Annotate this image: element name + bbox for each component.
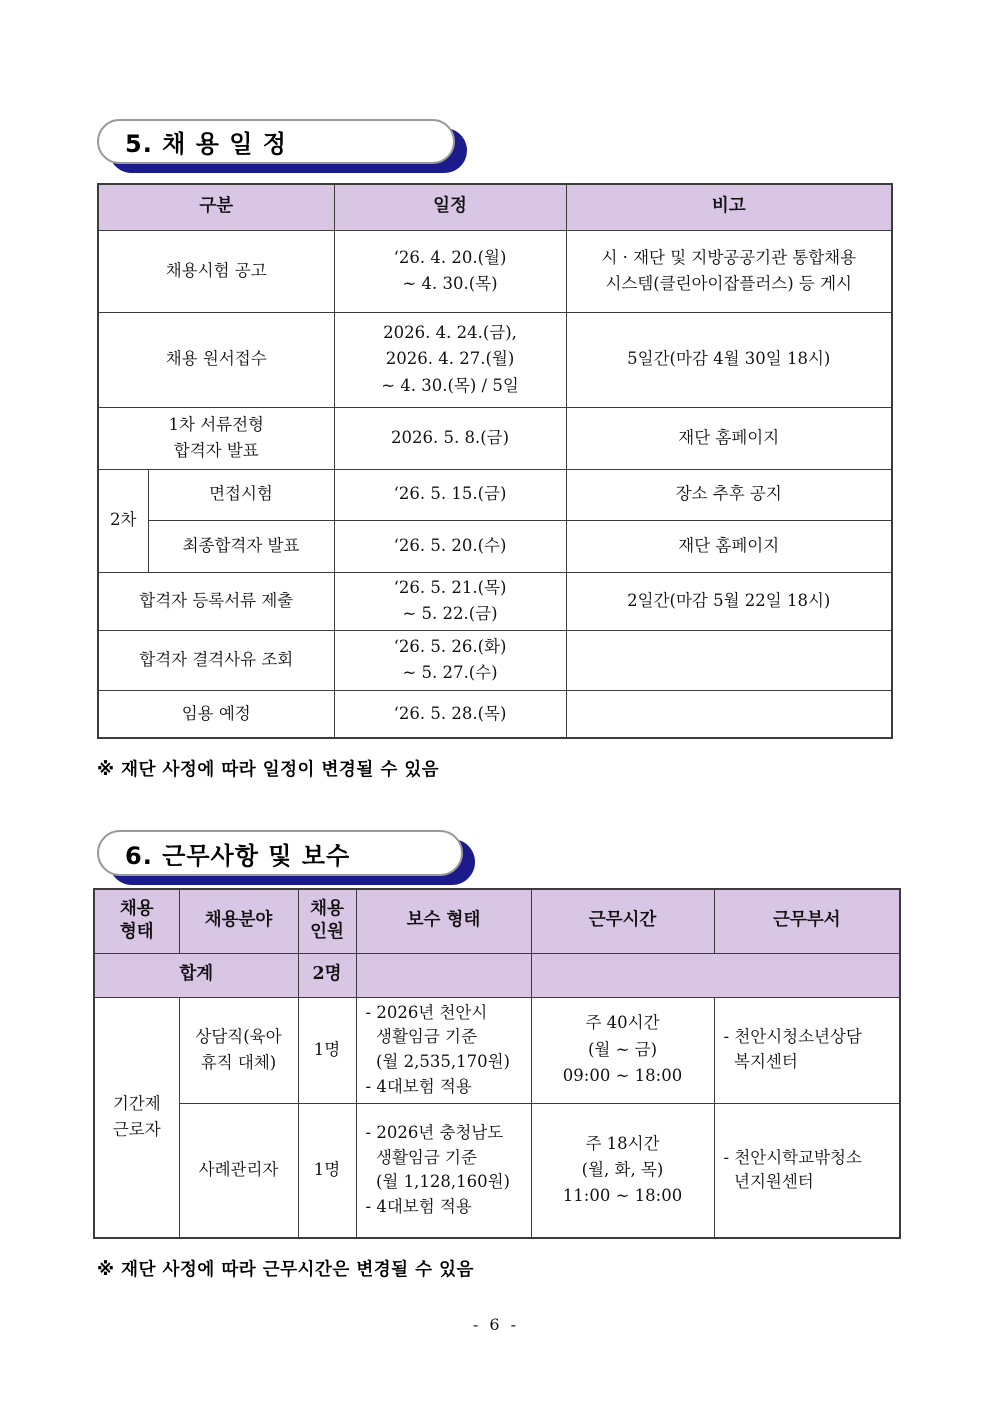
comp-hours-cell: 주 18시간 (월, 화, 목) 11:00 ~ 18:00 xyxy=(531,1103,714,1238)
comp-row-case-manager xyxy=(94,1103,900,1238)
comp-header-hours: 근무시간 xyxy=(531,889,714,953)
schedule-row-disqualification-check xyxy=(98,630,892,690)
comp-pay-cell: - 2026년 충청남도 생활임금 기준 (월 1,128,160원) - 4대보험 적용 xyxy=(356,1103,531,1238)
comp-field-cell: 사례관리자 xyxy=(179,1103,298,1238)
schedule-row-note: 재단 홈페이지 xyxy=(566,520,892,572)
schedule-row-interview xyxy=(98,469,892,520)
page-number: - 6 - xyxy=(472,1315,520,1334)
schedule-row-registration xyxy=(98,572,892,630)
schedule-row-label: 임용 예정 xyxy=(98,690,334,738)
comp-summary-label: 합계 xyxy=(94,953,298,997)
comp-count-cell: 1명 xyxy=(298,997,356,1103)
comp-header-pay: 보수 형태 xyxy=(356,889,531,953)
schedule-row-first-screening xyxy=(98,407,892,469)
comp-summary-count: 2명 xyxy=(298,953,356,997)
section6-header xyxy=(97,830,463,876)
schedule-header-iljung: 일정 xyxy=(334,184,566,230)
schedule-row-note xyxy=(566,630,892,690)
comp-pay-cell: - 2026년 천안시 생활임금 기준 (월 2,535,170원) - 4대보험 적용 xyxy=(356,997,531,1103)
schedule-row-note: 재단 홈페이지 xyxy=(566,407,892,469)
section6-title: 6. 근무사항 및 보수 xyxy=(97,830,463,876)
schedule-row-note: 장소 추후 공지 xyxy=(566,469,892,520)
schedule-row-announcement xyxy=(98,230,892,312)
schedule-table xyxy=(97,183,893,739)
schedule-row-note: 시 · 재단 및 지방공공기관 통합채용 시스템(클린아이잡플러스) 등 게시 xyxy=(566,230,892,312)
comp-header-row xyxy=(94,889,900,953)
schedule-row-label: 채용시험 공고 xyxy=(98,230,334,312)
schedule-row-application xyxy=(98,312,892,407)
schedule-row-dates: ‘26. 5. 20.(수) xyxy=(334,520,566,572)
schedule-row-label: 1차 서류전형 합격자 발표 xyxy=(98,407,334,469)
section5-title: 5. 채 용 일 정 xyxy=(97,119,455,164)
schedule-row-label: 합격자 결격사유 조회 xyxy=(98,630,334,690)
schedule-row-appointment xyxy=(98,690,892,738)
comp-summary-empty-rest xyxy=(531,953,900,997)
schedule-header-bigo: 비고 xyxy=(566,184,892,230)
schedule-row-dates: ‘26. 5. 28.(목) xyxy=(334,690,566,738)
comp-header-count: 채용 인원 xyxy=(298,889,356,953)
comp-header-type: 채용 형태 xyxy=(94,889,179,953)
comp-dept-cell: - 천안시청소년상담 복지센터 xyxy=(714,997,900,1103)
comp-header-dept: 근무부서 xyxy=(714,889,900,953)
section5-header xyxy=(97,119,455,164)
schedule-row-label: 합격자 등록서류 제출 xyxy=(98,572,334,630)
comp-hours-cell: 주 40시간 (월 ~ 금) 09:00 ~ 18:00 xyxy=(531,997,714,1103)
comp-dept-cell: - 천안시학교밖청소 년지원센터 xyxy=(714,1103,900,1238)
comp-summary-row xyxy=(94,953,900,997)
schedule-header-gubun: 구분 xyxy=(98,184,334,230)
comp-category-cell: 기간제 근로자 xyxy=(94,997,179,1238)
compensation-table xyxy=(93,888,901,1239)
schedule-row-dates: 2026. 5. 8.(금) xyxy=(334,407,566,469)
schedule-group-2cha: 2차 xyxy=(98,469,148,572)
schedule-header-row xyxy=(98,184,892,230)
comp-row-counselor xyxy=(94,997,900,1103)
schedule-row-note: 5일간(마감 4월 30일 18시) xyxy=(566,312,892,407)
schedule-row-note: 2일간(마감 5월 22일 18시) xyxy=(566,572,892,630)
schedule-row-label: 면접시험 xyxy=(148,469,334,520)
schedule-row-label: 채용 원서접수 xyxy=(98,312,334,407)
schedule-row-dates: ‘26. 5. 26.(화) ~ 5. 27.(수) xyxy=(334,630,566,690)
section5-footnote: ※ 재단 사정에 따라 일정이 변경될 수 있음 xyxy=(97,760,440,780)
comp-field-cell: 상담직(육아 휴직 대체) xyxy=(179,997,298,1103)
schedule-row-dates: 2026. 4. 24.(금), 2026. 4. 27.(월) ~ 4. 30.(목) / 5일 xyxy=(334,312,566,407)
comp-header-field: 채용분야 xyxy=(179,889,298,953)
section6-footnote: ※ 재단 사정에 따라 근무시간은 변경될 수 있음 xyxy=(97,1260,474,1280)
comp-summary-empty-pay xyxy=(356,953,531,997)
schedule-row-dates: ‘26. 4. 20.(월) ~ 4. 30.(목) xyxy=(334,230,566,312)
schedule-row-label: 최종합격자 발표 xyxy=(148,520,334,572)
schedule-row-final-pass xyxy=(98,520,892,572)
schedule-row-note xyxy=(566,690,892,738)
comp-count-cell: 1명 xyxy=(298,1103,356,1238)
schedule-row-dates: ‘26. 5. 21.(목) ~ 5. 22.(금) xyxy=(334,572,566,630)
schedule-row-dates: ‘26. 5. 15.(금) xyxy=(334,469,566,520)
